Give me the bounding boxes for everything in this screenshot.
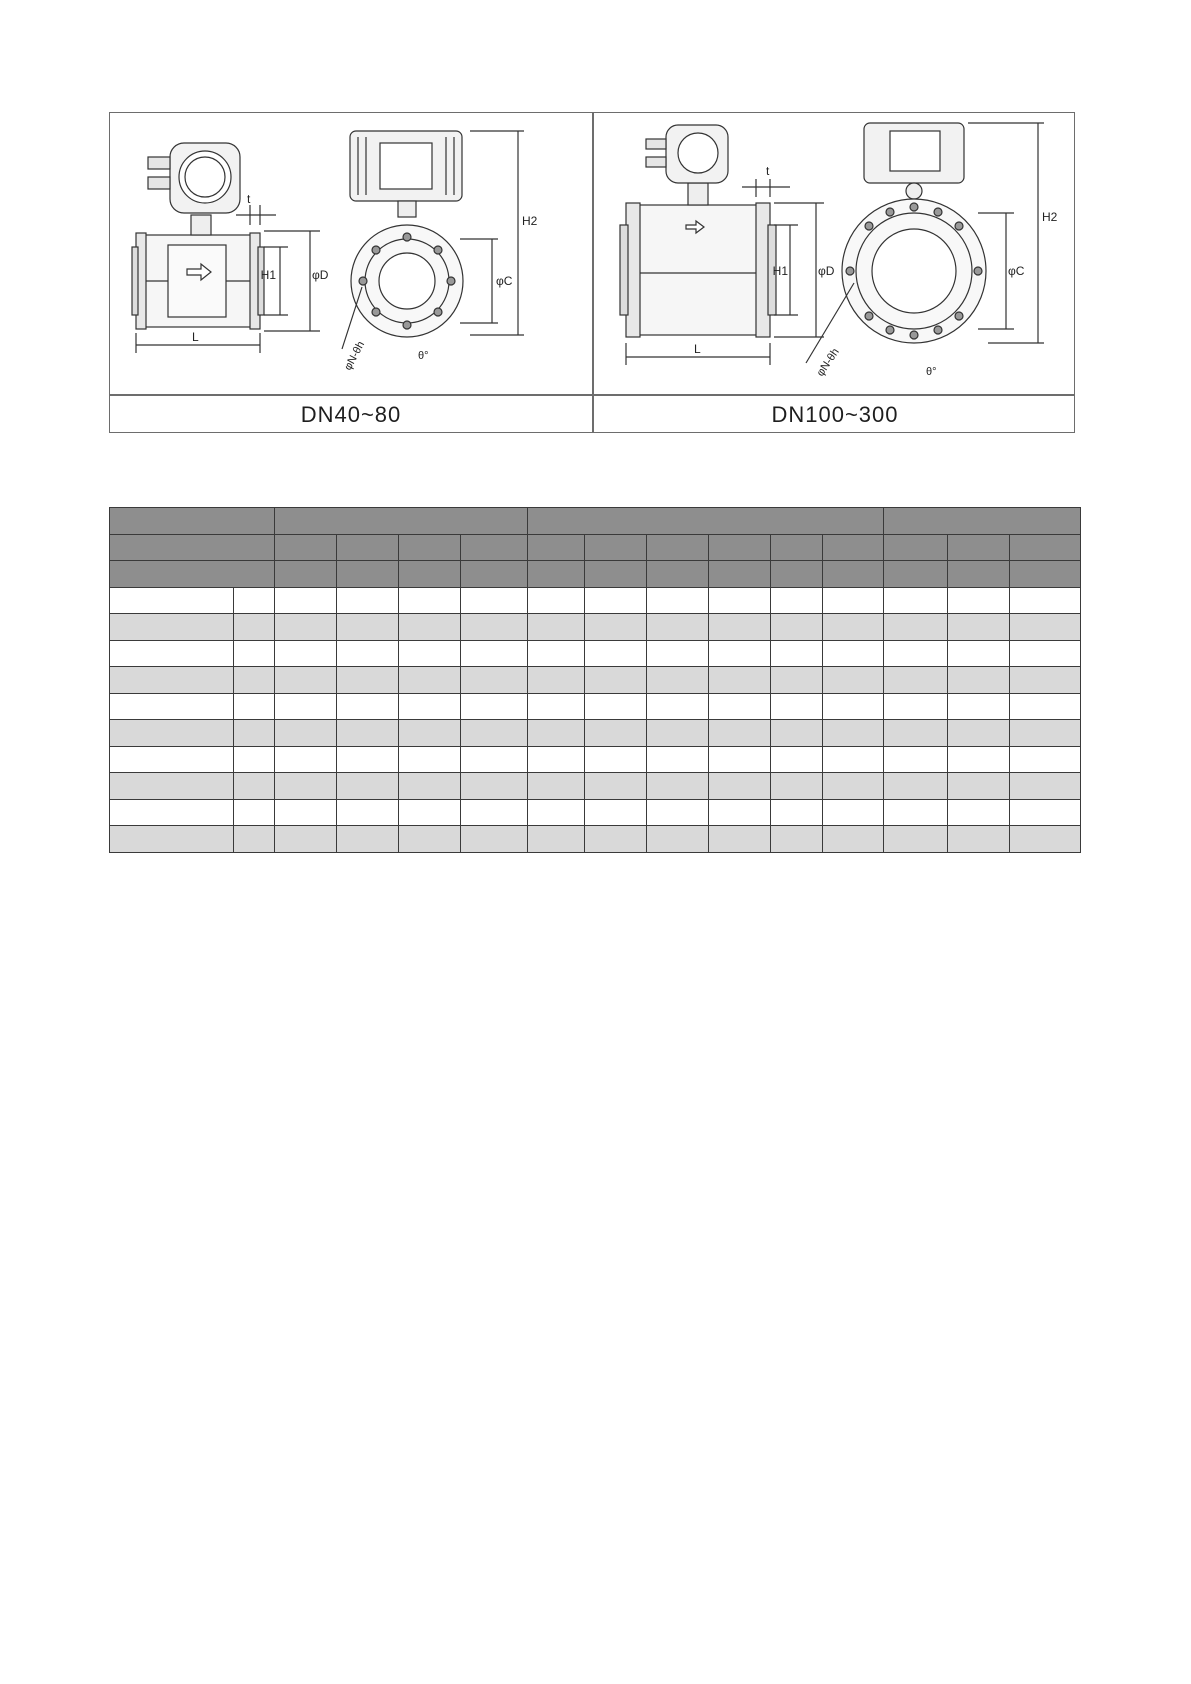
dim-t-label: t xyxy=(247,192,251,206)
table-row xyxy=(110,640,1081,667)
dimension-table xyxy=(109,507,1081,853)
table-header-row-2 xyxy=(110,534,1081,561)
table-header-cell xyxy=(528,508,884,535)
table-header-cell xyxy=(884,508,1081,535)
flowmeter-drawing-large xyxy=(594,113,1076,394)
table-row xyxy=(110,587,1081,614)
table-row xyxy=(110,667,1081,694)
dim-c-label-2: φC xyxy=(1008,264,1025,278)
drawing-dn100-300 xyxy=(594,113,1076,394)
table-row xyxy=(110,773,1081,800)
dim-h1-label-2: H1 xyxy=(772,264,788,278)
table-header-row-1 xyxy=(110,508,1081,535)
dim-c-label: φC xyxy=(496,274,513,288)
dim-holes-label-2: φN-θh xyxy=(814,346,842,379)
flowmeter-drawing-small xyxy=(110,113,592,394)
table-header-row-3 xyxy=(110,561,1081,588)
dim-angle-label-2: θ° xyxy=(926,366,937,378)
table-row xyxy=(110,693,1081,720)
table-row xyxy=(110,720,1081,747)
table-row xyxy=(110,746,1081,773)
table-row xyxy=(110,799,1081,826)
dim-d-label-2: φD xyxy=(818,264,835,278)
dim-h2-label-2: H2 xyxy=(1042,210,1058,224)
caption-dn40-80: DN40~80 xyxy=(300,402,402,427)
table-row xyxy=(110,614,1081,641)
table-row xyxy=(110,826,1081,853)
drawings-panel xyxy=(109,112,1075,433)
table-header-cell xyxy=(275,508,528,535)
dim-h2-label: H2 xyxy=(522,214,538,228)
table-header-cell xyxy=(110,561,275,588)
dim-h1-label: H1 xyxy=(260,268,276,282)
dim-angle-label: θ° xyxy=(418,350,429,362)
caption-dn100-300: DN100~300 xyxy=(771,402,899,427)
dim-d-label: φD xyxy=(312,268,329,282)
table-header-cell xyxy=(110,508,275,535)
dim-t-label-2: t xyxy=(766,164,770,178)
dim-l-label-2: L xyxy=(694,342,701,356)
dim-l-label: L xyxy=(192,330,199,344)
table-header-cell xyxy=(110,534,275,561)
dim-holes-label: φN-θh xyxy=(342,339,368,373)
drawing-dn40-80 xyxy=(110,113,592,394)
